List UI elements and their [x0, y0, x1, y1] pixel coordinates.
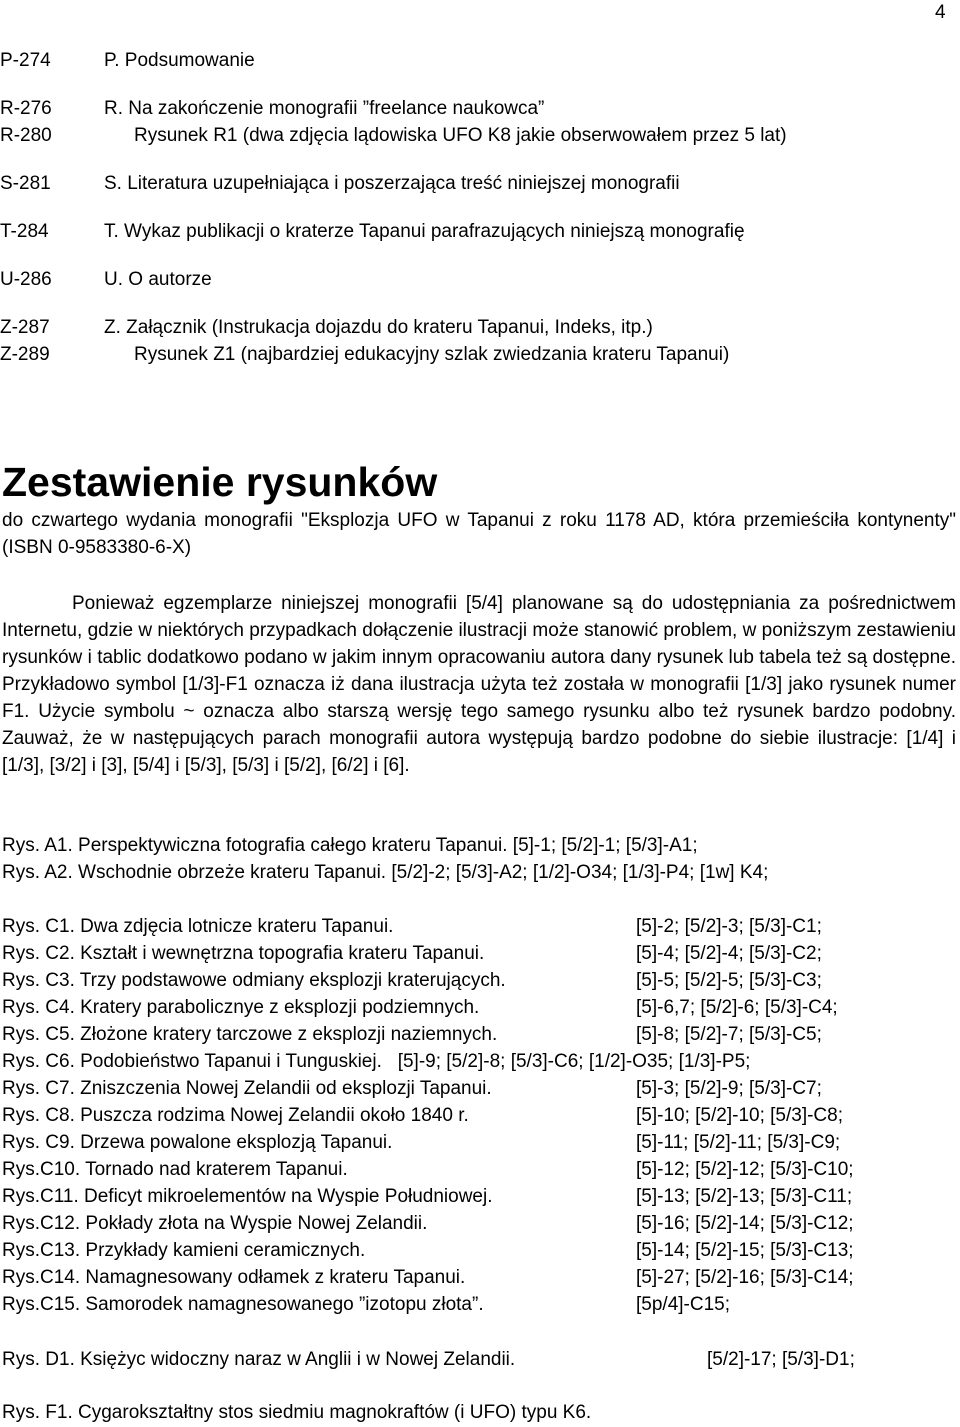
table-of-contents — [0, 47, 960, 368]
figure-row — [2, 1210, 960, 1237]
section-heading: Zestawienie rysunków — [2, 459, 438, 505]
figure-ref: [5]-6,7; [5/2]-6; [5/3]-C4; — [636, 997, 838, 1018]
toc-row — [0, 314, 960, 341]
toc-spacer — [0, 245, 960, 266]
figure-ref: [5]-4; [5/2]-4; [5/3]-C2; — [636, 943, 822, 964]
figure-label: Rys. A1. Perspektywiczna fotografia całego krateru Tapanui. [5]-1; [5/2]-1; [5/3]-A1; — [2, 835, 698, 856]
toc-row — [0, 341, 960, 368]
figure-label: Rys. C7. Zniszczenia Nowej Zelandii od eksplozji Tapanui. — [2, 1078, 492, 1099]
figure-row — [2, 1102, 960, 1129]
toc-text: P. Podsumowanie — [104, 50, 255, 71]
toc-text: T. Wykaz publikacji o kraterze Tapanui parafrazujących niniejszą monografię — [104, 221, 745, 242]
figure-row — [2, 1291, 960, 1318]
figure-row — [2, 1399, 960, 1426]
figure-row — [2, 1075, 960, 1102]
toc-code: Z-287 — [0, 317, 50, 338]
section-subtitle: do czwartego wydania monografii "Eksplozja UFO w Tapanui z roku 1178 AD, która przemieściła kontynenty" (ISBN 0-9583380-6-X) — [2, 510, 956, 558]
figure-ref: [5]-10; [5/2]-10; [5/3]-C8; — [636, 1105, 843, 1126]
figure-ref: [5]-14; [5/2]-15; [5/3]-C13; — [636, 1240, 854, 1261]
toc-code: R-280 — [0, 125, 52, 146]
figure-row — [2, 1021, 960, 1048]
figure-row — [2, 1346, 960, 1373]
figure-ref: [5]-3; [5/2]-9; [5/3]-C7; — [636, 1078, 822, 1099]
figure-label: Rys.C12. Pokłady złota na Wyspie Nowej Zelandii. — [2, 1213, 428, 1234]
figure-row — [2, 1156, 960, 1183]
figure-label: Rys.C14. Namagnesowany odłamek z krateru Tapanui. — [2, 1267, 466, 1288]
figure-row — [2, 967, 960, 994]
figure-ref: [5]-5; [5/2]-5; [5/3]-C3; — [636, 970, 822, 991]
figure-ref: [5]-2; [5/2]-3; [5/3]-C1; — [636, 916, 822, 937]
figure-row — [2, 1129, 960, 1156]
figure-label: Rys. C9. Drzewa powalone eksplozją Tapanui. — [2, 1132, 393, 1153]
figure-ref: [5]-11; [5/2]-11; [5/3]-C9; — [636, 1132, 841, 1153]
figure-label: Rys. C4. Kratery parabolicznye z eksplozji podziemnych. — [2, 997, 480, 1018]
toc-spacer — [0, 197, 960, 218]
figure-row — [2, 913, 960, 940]
toc-row — [0, 170, 960, 197]
figure-group-c — [2, 913, 960, 1318]
intro-paragraph: Ponieważ egzemplarze niniejszej monografii [5/4] planowane są do udostępniania za pośrednictwem Internetu, gdzie w niektórych przypadkach dołączenie ilustracji może stanowić problem, w poniższym zestawieniu rysunków i tablic dodatkowo podano w jakim innym opracowaniu autora dany rysunek lub tabela też są dostępne. Przykładowo symbol [1/3]-F1 oznacza iż dana ilustracja użyta też została w monografii [1/3] jako rysunek numer F1. Użycie symbolu ~ oznacza albo starszą wersję tego samego rysunku albo też rysunek bardzo podobny. Zauważ, że w następujących parach monografii autora występują bardzo podobne do siebie ilustracje: [1/4] i [1/3], [3/2] i [3], [5/4] i [5/3], [5/3] i [5/2], [6/2] i [6]. — [2, 593, 956, 776]
figure-label: Rys. C3. Trzy podstawowe odmiany eksplozji kraterujących. — [2, 970, 506, 991]
toc-row — [0, 122, 960, 149]
figure-label: Rys. A2. Wschodnie obrzeże krateru Tapanui. [5/2]-2; [5/3]-A2; [1/2]-O34; [1/3]-P4; [1w] K4; — [2, 862, 769, 883]
toc-spacer — [0, 149, 960, 170]
toc-text: Rysunek Z1 (najbardziej edukacyjny szlak zwiedzania krateru Tapanui) — [134, 344, 730, 365]
figure-row — [2, 832, 960, 859]
figure-group-d — [2, 1346, 960, 1373]
figure-ref: [5]-8; [5/2]-7; [5/3]-C5; — [636, 1024, 822, 1045]
toc-row — [0, 218, 960, 245]
figure-label: Rys. C1. Dwa zdjęcia lotnicze krateru Tapanui. — [2, 916, 394, 937]
figure-label: Rys. F1. Cygarokształtny stos siedmiu magnokraftów (i UFO) typu K6. — [2, 1402, 592, 1423]
figure-ref: [5]-13; [5/2]-13; [5/3]-C11; — [636, 1186, 853, 1207]
toc-code: S-281 — [0, 173, 51, 194]
toc-code: R-276 — [0, 98, 52, 119]
figure-ref: [5p/4]-C15; — [636, 1294, 730, 1315]
figure-label: Rys. C2. Kształt i wewnętrzna topografia krateru Tapanui. — [2, 943, 485, 964]
toc-code: U-286 — [0, 269, 52, 290]
figure-row — [2, 1237, 960, 1264]
figure-label: Rys. D1. Księżyc widoczny naraz w Anglii i w Nowej Zelandii. — [2, 1349, 516, 1370]
toc-row — [0, 47, 960, 74]
figure-ref: [5/2]-17; [5/3]-D1; — [707, 1349, 855, 1370]
figure-group-a — [2, 832, 960, 886]
figure-row — [2, 940, 960, 967]
figure-row — [2, 1264, 960, 1291]
figure-row — [2, 1048, 960, 1075]
figure-label: Rys.C10. Tornado nad kraterem Tapanui. — [2, 1159, 348, 1180]
figure-label: Rys.C13. Przykłady kamieni ceramicznych. — [2, 1240, 366, 1261]
figure-ref: [5]-27; [5/2]-16; [5/3]-C14; — [636, 1267, 854, 1288]
figure-group-f — [2, 1399, 960, 1426]
figure-label: Rys. C5. Złożone kratery tarczowe z eksplozji naziemnych. — [2, 1024, 498, 1045]
toc-code: T-284 — [0, 221, 49, 242]
figure-row — [2, 859, 960, 886]
toc-code: P-274 — [0, 50, 51, 71]
toc-text: Z. Załącznik (Instrukacja dojazdu do krateru Tapanui, Indeks, itp.) — [104, 317, 653, 338]
toc-text: U. O autorze — [104, 269, 212, 290]
page-number: 4 — [935, 2, 946, 23]
toc-spacer — [0, 74, 960, 95]
figure-ref: [5]-12; [5/2]-12; [5/3]-C10; — [636, 1159, 854, 1180]
toc-text: S. Literatura uzupełniająca i poszerzająca treść niniejszej monografii — [104, 173, 680, 194]
figure-label: Rys. C6. Podobieństwo Tapanui i Tunguskiej. [5]-9; [5/2]-8; [5/3]-C6; [1/2]-O35; [1/3]-P5; — [2, 1051, 751, 1072]
toc-row — [0, 95, 960, 122]
figure-label: Rys.C15. Samorodek namagnesowanego ”izotopu złota”. — [2, 1294, 484, 1315]
toc-code: Z-289 — [0, 344, 50, 365]
toc-spacer — [0, 293, 960, 314]
toc-text: Rysunek R1 (dwa zdjęcia lądowiska UFO K8 jakie obserwowałem przez 5 lat) — [134, 125, 787, 146]
figure-label: Rys. C8. Puszcza rodzima Nowej Zelandii około 1840 r. — [2, 1105, 469, 1126]
figure-label: Rys.C11. Deficyt mikroelementów na Wyspie Południowej. — [2, 1186, 493, 1207]
figure-row — [2, 1183, 960, 1210]
figure-row — [2, 994, 960, 1021]
figure-ref: [5]-16; [5/2]-14; [5/3]-C12; — [636, 1213, 854, 1234]
toc-row — [0, 266, 960, 293]
toc-text: R. Na zakończenie monografii ”freelance naukowca” — [104, 98, 545, 119]
